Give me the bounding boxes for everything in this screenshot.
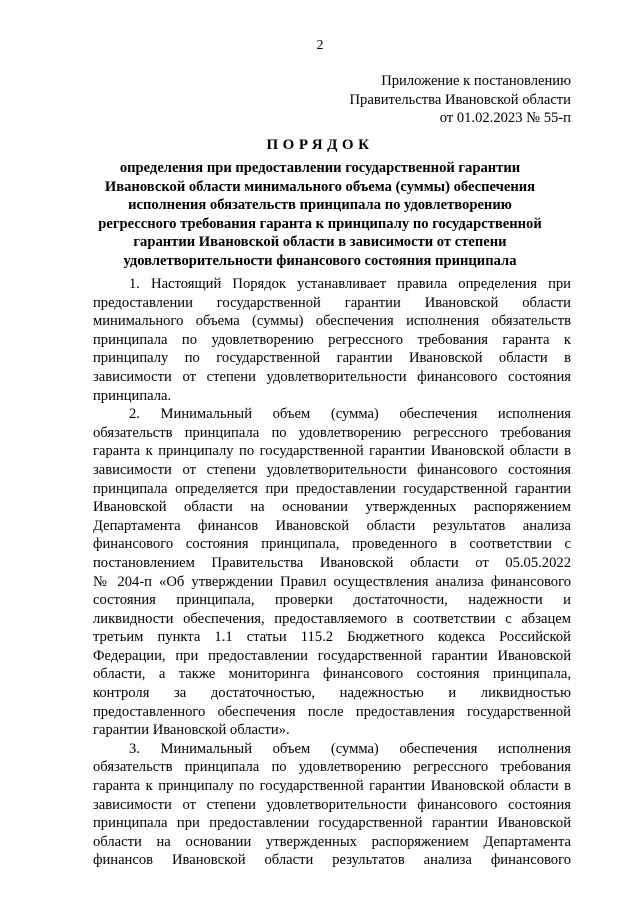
text-line: гарантии Ивановской области». bbox=[93, 722, 290, 739]
text-line: области, а также мониторинга финансового состояния принципала, bbox=[93, 666, 571, 683]
appendix-header bbox=[350, 72, 571, 128]
text-line: контроля за достаточностью, надежностью и ликвидностью bbox=[93, 685, 571, 702]
subtitle-line: удовлетворительности финансового состояния принципала bbox=[123, 252, 517, 269]
text-line: минимального объема (суммы) обеспечения исполнения обязательств bbox=[93, 313, 571, 330]
text-line: обязательств принципала по удовлетворению регрессного требования bbox=[93, 759, 571, 776]
subtitle-line: регрессного требования гаранта к принципалу по государственной bbox=[98, 215, 542, 232]
text-line: финансов Ивановской области результатов анализа финансового bbox=[93, 852, 571, 869]
text-line: принципала по удовлетворению регрессного требования гаранта к bbox=[93, 331, 571, 348]
text-line: состояния принципала, проверки достаточности, надежности и bbox=[93, 592, 571, 609]
text-line: предоставлении государственной гарантии Ивановской области bbox=[93, 294, 571, 311]
text-line: гаранта к принципалу по государственной гарантии Ивановской области в bbox=[93, 778, 571, 795]
subtitle-line: определения при предоставлении государственной гарантии bbox=[119, 160, 521, 176]
text-line: 3. Минимальный объем (сумма) обеспечения исполнения bbox=[129, 740, 571, 757]
text-line: предоставленного обеспечения после предоставления государственной bbox=[93, 703, 571, 720]
text-line: зависимости от степени удовлетворительности финансового состояния bbox=[93, 796, 571, 813]
appendix-line: Приложение к постановлению bbox=[381, 73, 571, 89]
paragraph-2 bbox=[93, 405, 571, 740]
page-number: 2 bbox=[316, 38, 324, 53]
appendix-line: от 01.02.2023 № 55-п bbox=[439, 110, 571, 127]
text-line: принципала определяется при предоставлении государственной гарантии bbox=[93, 480, 571, 497]
subtitle-line: исполнения обязательств принципала по удовлетворению bbox=[128, 197, 512, 214]
document-title: ПОРЯДОК bbox=[266, 137, 374, 153]
text-line: Ивановской области на основании утвержденных распоряжением bbox=[93, 499, 571, 516]
text-line: области на основании утвержденных распоряжением Департамента bbox=[93, 833, 571, 850]
text-line: третьим пункта 1.1 статьи 115.2 Бюджетного кодекса Российской bbox=[93, 629, 571, 646]
text-line: финансового состояния принципала, проведенного в соответствии с bbox=[93, 536, 571, 553]
text-line: зависимости от степени удовлетворительности финансового состояния bbox=[93, 461, 571, 478]
text-line: Федерации, при предоставлении государственной гарантии Ивановской bbox=[93, 647, 571, 664]
text-line: 2. Минимальный объем (сумма) обеспечения исполнения bbox=[129, 406, 571, 423]
text-line: принципалу по государственной гарантии Ивановской области в bbox=[93, 350, 571, 367]
subtitle-line: Ивановской области минимального объема (суммы) обеспечения bbox=[104, 178, 536, 195]
subtitle-line: гарантии Ивановской области в зависимости от степени bbox=[133, 234, 507, 251]
text-line: № 204-п «Об утверждении Правил осуществления анализа финансового bbox=[93, 573, 571, 590]
text-line: 1. Настоящий Порядок устанавливает правила определения при bbox=[129, 276, 571, 292]
document-subtitle bbox=[60, 159, 580, 271]
text-line: принципала при предоставлении государственной гарантии Ивановской bbox=[93, 815, 571, 832]
text-line: Департамента финансов Ивановской области результатов анализа bbox=[93, 517, 571, 534]
text-line: постановлением Правительства Ивановской области от 05.05.2022 bbox=[93, 554, 571, 571]
paragraph-3 bbox=[93, 740, 571, 870]
text-line: зависимости от степени удовлетворительности финансового состояния bbox=[93, 368, 571, 385]
document-body bbox=[93, 275, 571, 870]
text-line: ликвидности обеспечения, предоставляемого в соответствии с абзацем bbox=[93, 610, 571, 627]
appendix-line: Правительства Ивановской области bbox=[349, 91, 571, 108]
paragraph-1 bbox=[93, 275, 571, 405]
text-line: гаранта к принципалу по государственной гарантии Ивановской области в bbox=[93, 443, 571, 460]
text-line: принципала. bbox=[93, 387, 172, 404]
text-line: обязательств принципала по удовлетворению регрессного требования bbox=[93, 424, 571, 441]
